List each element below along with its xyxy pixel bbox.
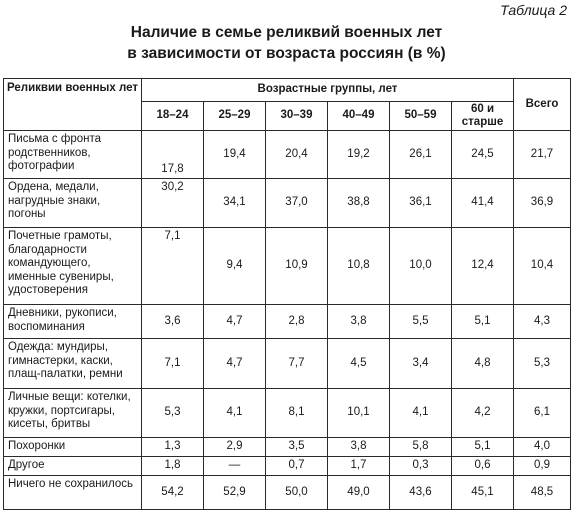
cell-value: 1,8 <box>142 457 204 476</box>
cell-value: 6,1 <box>514 389 571 438</box>
data-table <box>3 78 571 510</box>
cell-value: 5,3 <box>514 339 571 389</box>
row-name: Почетные грамоты, благодарности командующего, именные сувениры, удостоверения <box>4 228 142 305</box>
cell-value: 5,1 <box>452 438 514 457</box>
table-title-line-1: Наличие в семье реликвий военных лет <box>130 24 443 41</box>
cell-value: 1,7 <box>328 457 390 476</box>
header-relics: Реликвии военных лет <box>4 79 142 131</box>
table-row <box>4 228 571 305</box>
row-name: Дневники, рукописи, воспоминания <box>4 305 142 339</box>
cell-value: 5,5 <box>390 305 452 339</box>
cell-value: 21,7 <box>514 131 571 179</box>
cell-value: 26,1 <box>390 131 452 179</box>
table-label: Таблица 2 <box>500 2 567 18</box>
cell-value: 0,9 <box>514 457 571 476</box>
cell-value: 3,5 <box>266 438 328 457</box>
header-group: 60 и старше <box>452 102 514 131</box>
header-age-groups: Возрастные группы, лет <box>142 79 514 102</box>
cell-value: 4,5 <box>328 339 390 389</box>
cell-value: 2,9 <box>204 438 266 457</box>
cell-value: 2,8 <box>266 305 328 339</box>
cell-value: 5,3 <box>142 389 204 438</box>
cell-value: 41,4 <box>452 179 514 228</box>
cell-value: 49,0 <box>328 476 390 510</box>
table-row <box>4 457 571 476</box>
cell-value: 5,1 <box>452 305 514 339</box>
row-name: Похоронки <box>4 438 142 457</box>
cell-value: 7,1 <box>142 339 204 389</box>
cell-value: 7,1 <box>142 228 204 305</box>
cell-value: 10,9 <box>266 228 328 305</box>
cell-value: 36,9 <box>514 179 571 228</box>
row-name: Другое <box>4 457 142 476</box>
table-row <box>4 305 571 339</box>
cell-value: 4,3 <box>514 305 571 339</box>
cell-value: 43,6 <box>390 476 452 510</box>
cell-value: 38,8 <box>328 179 390 228</box>
cell-value: 4,1 <box>390 389 452 438</box>
table-row <box>4 438 571 457</box>
cell-value: 4,7 <box>204 305 266 339</box>
header-group: 25–29 <box>204 102 266 131</box>
row-name: Письма с фронта родственников, фотографии <box>4 131 142 179</box>
cell-value: 19,4 <box>204 131 266 179</box>
cell-value: 3,8 <box>328 305 390 339</box>
cell-value: 3,4 <box>390 339 452 389</box>
cell-value: 5,8 <box>390 438 452 457</box>
cell-value: 17,8 <box>142 131 204 179</box>
header-group: 30–39 <box>266 102 328 131</box>
row-name: Ничего не сохранилось <box>4 476 142 510</box>
cell-value: 4,1 <box>204 389 266 438</box>
cell-value: 0,7 <box>266 457 328 476</box>
row-name: Одежда: мундиры, гимнастерки, каски, плащ-палатки, ремни <box>4 339 142 389</box>
header-group: 40–49 <box>328 102 390 131</box>
cell-value: 0,6 <box>452 457 514 476</box>
cell-value: 24,5 <box>452 131 514 179</box>
cell-value: 3,6 <box>142 305 204 339</box>
cell-value: 10,0 <box>390 228 452 305</box>
table-row <box>4 339 571 389</box>
cell-value: 4,0 <box>514 438 571 457</box>
row-name: Ордена, медали, нагрудные знаки, погоны <box>4 179 142 228</box>
cell-value: 54,2 <box>142 476 204 510</box>
header-total: Всего <box>514 79 571 131</box>
table-row <box>4 476 571 510</box>
cell-value: 3,8 <box>328 438 390 457</box>
row-name: Личные вещи: котелки, кружки, портсигары, кисеты, бритвы <box>4 389 142 438</box>
table-row <box>4 131 571 179</box>
cell-value: 4,8 <box>452 339 514 389</box>
cell-value: 10,8 <box>328 228 390 305</box>
cell-value: 45,1 <box>452 476 514 510</box>
cell-value: 4,2 <box>452 389 514 438</box>
table-title-line-2: в зависимости от возраста россиян (в %) <box>127 45 446 62</box>
cell-value: 1,3 <box>142 438 204 457</box>
cell-value: 8,1 <box>266 389 328 438</box>
cell-value: 9,4 <box>204 228 266 305</box>
header-group: 50–59 <box>390 102 452 131</box>
cell-value: 30,2 <box>142 179 204 228</box>
cell-value: 0,3 <box>390 457 452 476</box>
cell-value: 7,7 <box>266 339 328 389</box>
header-group: 18–24 <box>142 102 204 131</box>
cell-value: 19,2 <box>328 131 390 179</box>
cell-value: 50,0 <box>266 476 328 510</box>
table-row <box>4 389 571 438</box>
cell-value: 20,4 <box>266 131 328 179</box>
cell-value: 48,5 <box>514 476 571 510</box>
cell-value: — <box>204 457 266 476</box>
cell-value: 10,4 <box>514 228 571 305</box>
cell-value: 36,1 <box>390 179 452 228</box>
cell-value: 10,1 <box>328 389 390 438</box>
cell-value: 34,1 <box>204 179 266 228</box>
cell-value: 4,7 <box>204 339 266 389</box>
cell-value: 52,9 <box>204 476 266 510</box>
cell-value: 12,4 <box>452 228 514 305</box>
cell-value: 37,0 <box>266 179 328 228</box>
table-row <box>4 179 571 228</box>
